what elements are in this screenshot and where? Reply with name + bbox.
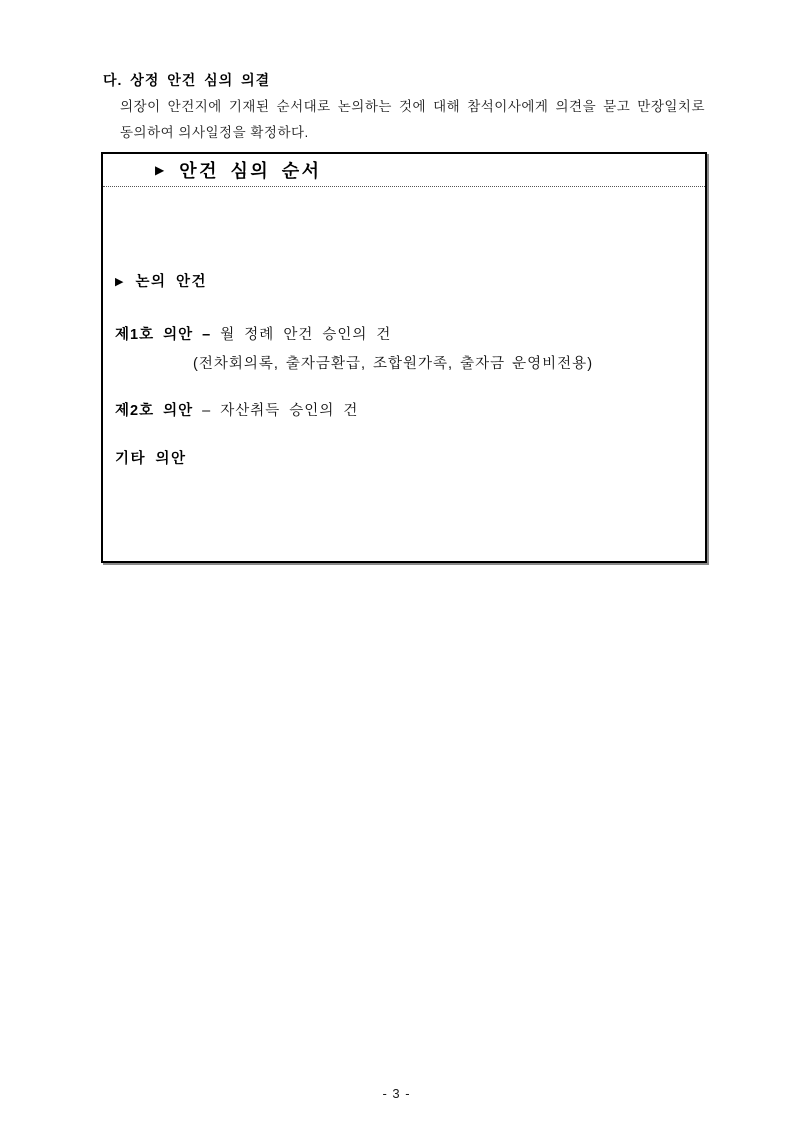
agenda-item-2 — [115, 401, 689, 421]
agenda-item-1-detail: (전차회의록, 출자금환급, 조합원가족, 출자금 운영비전용) — [193, 356, 594, 372]
agenda-box-title: 안건 심의 순서 — [179, 161, 322, 181]
etc-agenda-heading: 기타 의안 — [115, 451, 187, 467]
section-heading: 다. 상정 안건 심의 의결 — [103, 72, 271, 88]
agenda-item-1-text: 월 정례 안건 승인의 건 — [220, 327, 392, 343]
agenda-box-title-row — [103, 154, 705, 187]
page-number: - 3 - — [382, 1086, 411, 1101]
agenda-item-2-text: – 자산취득 승인의 건 — [202, 403, 359, 419]
body-line-2: 동의하여 의사일정을 확정하다. — [120, 125, 309, 140]
section-body — [120, 94, 705, 146]
triangle-right-icon: ▶ — [115, 275, 124, 288]
agenda-item-2-label: 제2호 의안 — [115, 403, 194, 419]
discussion-heading: 논의 안건 — [135, 274, 208, 290]
body-line-1: 의장이 안건지에 기재된 순서대로 논의하는 것에 대해 참석이사에게 의견을 묻고 만장일치로 — [120, 99, 705, 114]
agenda-item-1 — [115, 325, 689, 345]
triangle-right-icon: ▶ — [155, 163, 165, 177]
agenda-box-content — [103, 187, 705, 561]
agenda-item-1-label: 제1호 의안 – — [115, 327, 212, 343]
agenda-box — [101, 152, 707, 563]
discussion-heading-row — [115, 272, 689, 292]
